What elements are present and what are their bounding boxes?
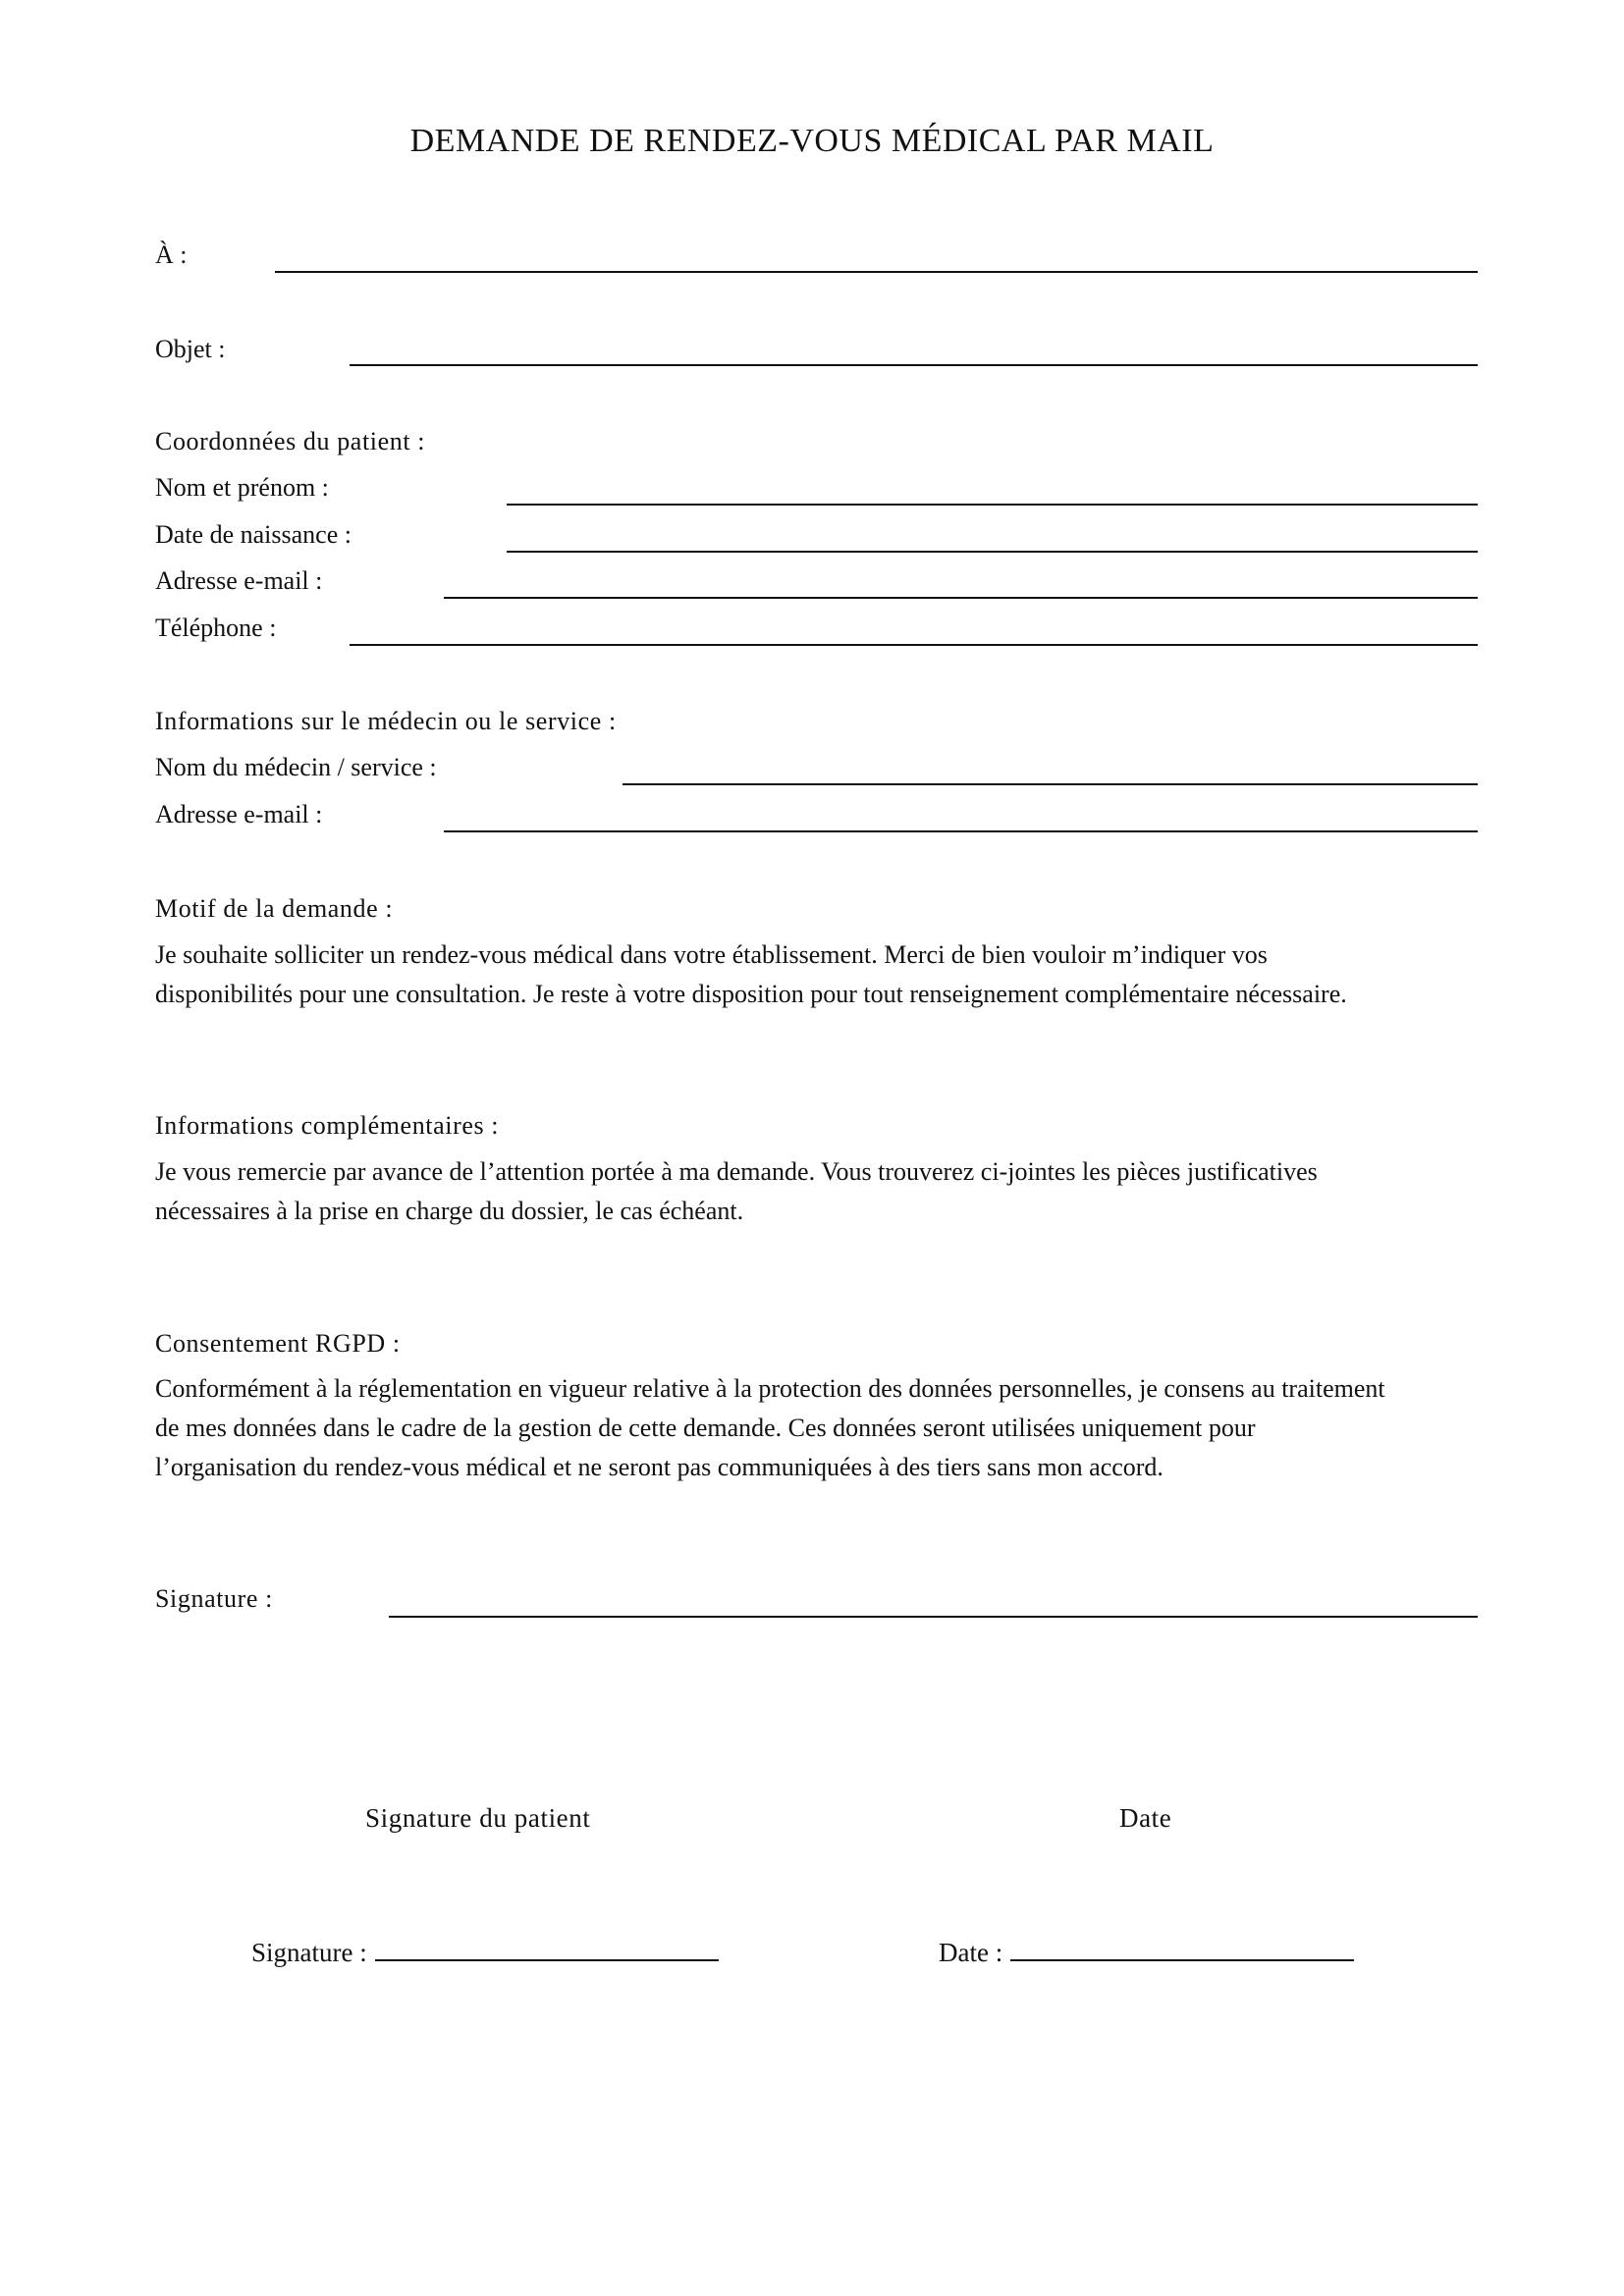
doctor-section-heading: Informations sur le médecin ou le service :	[155, 707, 617, 735]
bottom-date-field[interactable]	[1010, 1934, 1354, 1961]
bottom-signature-row	[251, 1934, 719, 1968]
doctor-name-field[interactable]	[623, 783, 1478, 785]
signature-field[interactable]	[389, 1616, 1478, 1618]
additional-section-heading: Informations complémentaires :	[155, 1111, 500, 1140]
patient-email-field[interactable]	[444, 597, 1478, 599]
gdpr-section-heading: Consentement RGPD :	[155, 1329, 401, 1358]
additional-text: Je vous remercie par avance de l’attention portée à ma demande. Vous trouverez ci-jointes les pièces justificatives nécessaires à la prise en charge du dossier, le cas échéant.	[155, 1157, 1318, 1225]
document-title: DEMANDE DE RENDEZ-VOUS MÉDICAL PAR MAIL	[409, 123, 1215, 159]
patient-name-label: Nom et prénom :	[155, 473, 329, 502]
doctor-name-label: Nom du médecin / service :	[155, 753, 437, 781]
reason-section-heading: Motif de la demande :	[155, 894, 394, 923]
bottom-date-row	[939, 1934, 1354, 1968]
subject-field[interactable]	[350, 364, 1478, 366]
patient-email-label: Adresse e-mail :	[155, 566, 323, 595]
bottom-signature-field[interactable]	[375, 1934, 719, 1961]
signature-label: Signature :	[155, 1584, 273, 1613]
patient-name-field[interactable]	[507, 504, 1478, 506]
patient-birthdate-label: Date de naissance :	[155, 520, 352, 549]
to-field[interactable]	[275, 271, 1478, 273]
patient-birthdate-field[interactable]	[507, 551, 1478, 553]
doctor-email-label: Adresse e-mail :	[155, 800, 323, 828]
patient-phone-field[interactable]	[350, 644, 1478, 646]
bottom-date-label: Date :	[939, 1938, 1003, 1967]
bottom-signature-label: Signature :	[251, 1938, 367, 1967]
gdpr-text: Conformément à la réglementation en vigueur relative à la protection des données personnelles, je consens au traitement de mes données dans le cadre de la gestion de cette demande. Ces données seront utilisées uniquement pour l’organisation du rendez-vous médical et ne seront pas communiquées à des tiers sans mon accord.	[155, 1374, 1385, 1481]
patient-signature-caption: Signature du patient	[365, 1803, 591, 1833]
date-caption: Date	[1119, 1803, 1172, 1833]
to-label: À :	[155, 240, 188, 269]
reason-text: Je souhaite solliciter un rendez-vous médical dans votre établissement. Merci de bien vouloir m’indiquer vos disponibilités pour une consultation. Je reste à votre disposition pour tout renseignement complémentaire nécessaire.	[155, 940, 1347, 1008]
patient-section-heading: Coordonnées du patient :	[155, 427, 426, 455]
doctor-email-field[interactable]	[444, 830, 1478, 832]
patient-phone-label: Téléphone :	[155, 614, 277, 642]
subject-label: Objet :	[155, 335, 226, 363]
